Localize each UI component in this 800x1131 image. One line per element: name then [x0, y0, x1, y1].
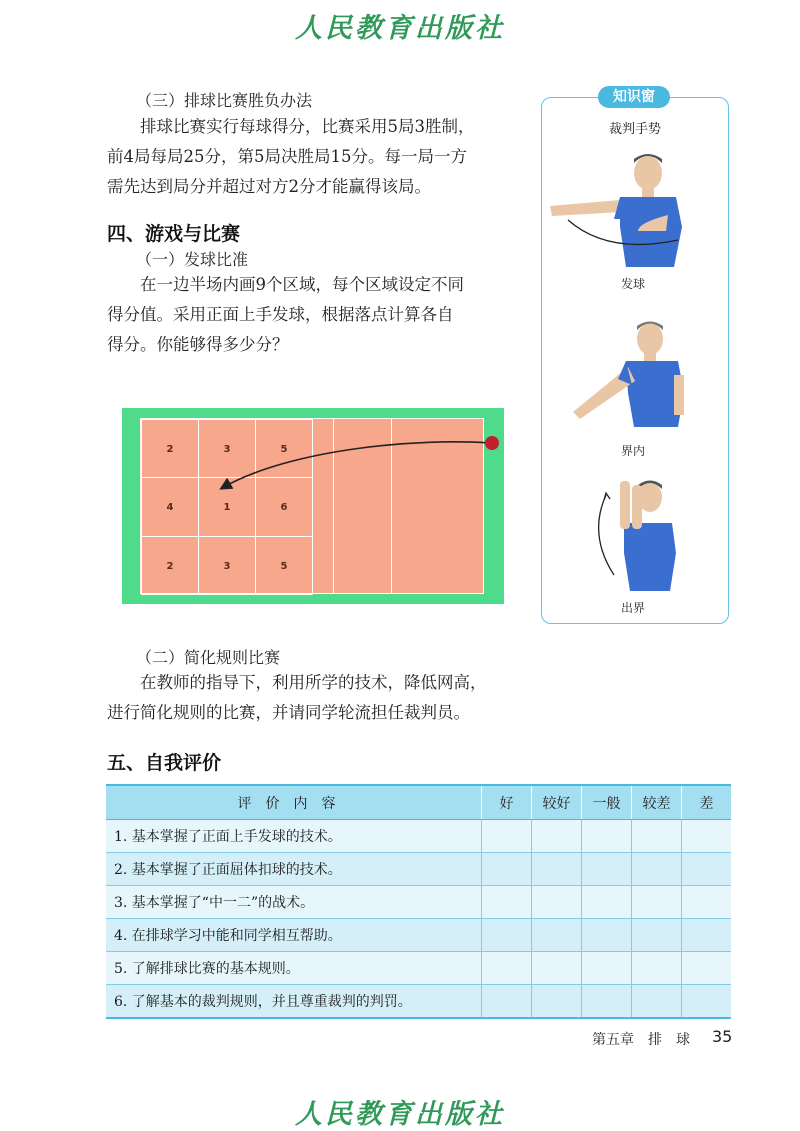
knowledge-window-badge: 知识窗 — [598, 86, 670, 108]
rating-cell[interactable] — [631, 820, 681, 853]
rating-cell[interactable] — [531, 952, 581, 985]
zone-score: 2 — [141, 536, 199, 595]
column-header-average: 一般 — [581, 785, 631, 820]
rating-cell[interactable] — [681, 952, 731, 985]
section-heading-self-evaluation: 五、自我评价 — [107, 752, 222, 774]
gesture-label-serve: 发球 — [620, 277, 645, 291]
evaluation-item: 2. 基本掌握了正面屈体扣球的技术。 — [106, 853, 481, 886]
rating-cell[interactable] — [681, 820, 731, 853]
column-header-fairly-poor: 较差 — [631, 785, 681, 820]
evaluation-item: 5. 了解排球比赛的基本规则。 — [106, 952, 481, 985]
column-header-fairly-good: 较好 — [531, 785, 581, 820]
page-number: 35 — [712, 1027, 733, 1046]
rating-cell[interactable] — [631, 886, 681, 919]
zone-score: 3 — [198, 419, 256, 478]
rating-cell[interactable] — [481, 853, 531, 886]
rating-cell[interactable] — [481, 886, 531, 919]
rating-cell[interactable] — [631, 919, 681, 952]
publisher-logo-top: 人民教育出版社 — [295, 13, 505, 44]
gesture-label-in: 界内 — [620, 444, 645, 458]
rating-cell[interactable] — [681, 886, 731, 919]
rating-cell[interactable] — [481, 952, 531, 985]
chapter-label: 第五章 排 球 — [592, 1032, 690, 1048]
zone-score: 3 — [198, 536, 256, 595]
simplified-line-1: 在教师的指导下，利用所学的技术，降低网高， — [140, 673, 487, 692]
serve-paragraph — [107, 270, 527, 360]
rating-cell[interactable] — [581, 952, 631, 985]
simplified-line-2: 进行简化规则的比赛，并请同学轮流担任裁判员。 — [107, 703, 470, 722]
zone-score: 2 — [141, 419, 199, 478]
table-row — [106, 985, 731, 1019]
zone-score: 4 — [141, 477, 199, 537]
rating-cell[interactable] — [631, 985, 681, 1019]
column-header-poor: 差 — [681, 785, 731, 820]
rating-cell[interactable] — [681, 853, 731, 886]
zone-score: 5 — [255, 536, 313, 595]
subsection-title-serve: （一）发球比准 — [136, 250, 249, 269]
referee-serve-gesture-illustration — [548, 145, 698, 270]
rating-cell[interactable] — [531, 886, 581, 919]
referee-out-gesture-illustration — [580, 475, 690, 595]
rating-cell[interactable] — [681, 919, 731, 952]
table-row — [106, 952, 731, 985]
rating-cell[interactable] — [531, 853, 581, 886]
table-row — [106, 886, 731, 919]
gesture-label-out: 出界 — [620, 601, 645, 615]
rules-line-1: 排球比赛实行每球得分，比赛采用5局3胜制， — [140, 117, 475, 136]
evaluation-item: 1. 基本掌握了正面上手发球的技术。 — [106, 820, 481, 853]
table-header-row — [106, 785, 731, 820]
zone-score: 6 — [255, 477, 313, 537]
subsection-title-rules: （三）排球比赛胜负办法 — [136, 91, 313, 110]
referee-gestures-title: 裁判手势 — [608, 122, 661, 137]
rating-cell[interactable] — [531, 919, 581, 952]
serve-line-3: 得分。你能够得多少分？ — [107, 335, 289, 354]
serve-trajectory-arrow — [122, 408, 504, 604]
self-evaluation-table — [106, 784, 731, 1019]
subsection-title-simplified: （二）简化规则比赛 — [136, 648, 281, 667]
rating-cell[interactable] — [581, 820, 631, 853]
serve-line-1: 在一边半场内画9个区域，每个区域设定不同 — [140, 275, 464, 294]
rules-line-2: 前4局每局25分，第5局决胜局15分。每一局一方 — [107, 147, 467, 166]
ball-icon — [485, 436, 499, 450]
rating-cell[interactable] — [631, 853, 681, 886]
volleyball-court-diagram — [122, 408, 504, 604]
zone-score: 1 — [198, 477, 256, 537]
table-row — [106, 919, 731, 952]
rating-cell[interactable] — [531, 985, 581, 1019]
publisher-logo-bottom: 人民教育出版社 — [295, 1099, 505, 1130]
rating-cell[interactable] — [531, 820, 581, 853]
rating-cell[interactable] — [581, 985, 631, 1019]
rating-cell[interactable] — [581, 919, 631, 952]
rating-cell[interactable] — [581, 853, 631, 886]
zone-score: 5 — [255, 419, 313, 478]
rating-cell[interactable] — [681, 985, 731, 1019]
rating-cell[interactable] — [631, 952, 681, 985]
rating-cell[interactable] — [481, 919, 531, 952]
rating-cell[interactable] — [481, 985, 531, 1019]
evaluation-item: 3. 基本掌握了“中一二”的战术。 — [106, 886, 481, 919]
table-row — [106, 853, 731, 886]
rating-cell[interactable] — [581, 886, 631, 919]
referee-in-gesture-illustration — [568, 315, 698, 430]
rules-line-3: 需先达到局分并超过对方2分才能赢得该局。 — [107, 177, 431, 196]
rules-paragraph — [107, 112, 527, 202]
serve-line-2: 得分值。采用正面上手发球，根据落点计算各自 — [107, 305, 454, 324]
section-heading-games: 四、游戏与比赛 — [107, 223, 241, 245]
column-header-good: 好 — [481, 785, 531, 820]
simplified-paragraph — [107, 668, 537, 728]
evaluation-item: 6. 了解基本的裁判规则，并且尊重裁判的判罚。 — [106, 985, 481, 1019]
column-header-content: 评价内容 — [106, 785, 481, 820]
table-row — [106, 820, 731, 853]
rating-cell[interactable] — [481, 820, 531, 853]
evaluation-item: 4. 在排球学习中能和同学相互帮助。 — [106, 919, 481, 952]
